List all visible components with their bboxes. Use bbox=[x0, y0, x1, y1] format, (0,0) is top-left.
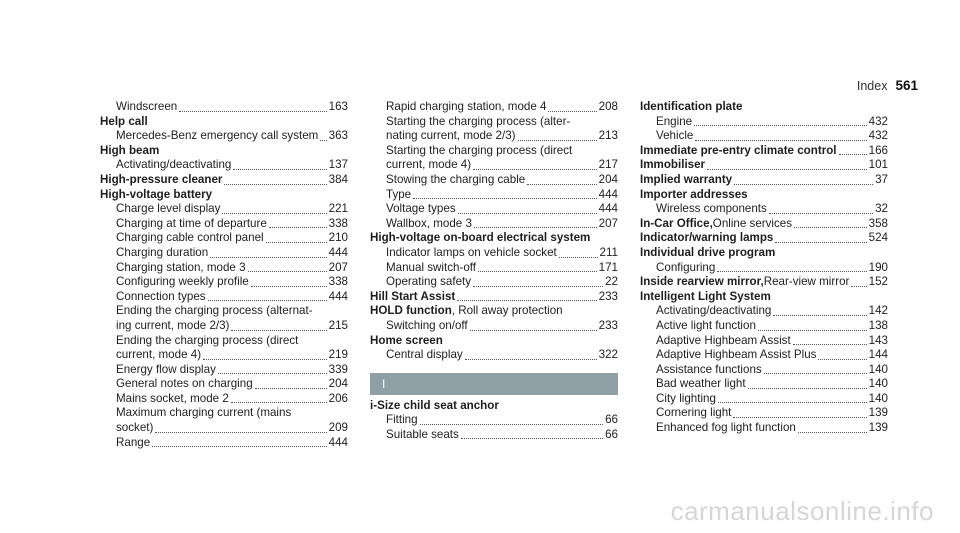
page-reference: 204 bbox=[328, 377, 348, 391]
page-reference: 338 bbox=[328, 216, 348, 230]
dot-leader bbox=[717, 271, 866, 272]
page-reference: 432 bbox=[868, 114, 888, 128]
page-reference: 211 bbox=[599, 245, 618, 259]
page-reference: 152 bbox=[868, 275, 888, 289]
dot-leader bbox=[695, 140, 866, 141]
dot-leader bbox=[748, 388, 867, 389]
entry-text: Charging duration bbox=[116, 245, 209, 259]
dot-leader bbox=[179, 111, 326, 112]
index-heading: Importer addresses bbox=[640, 187, 748, 201]
page-reference: 139 bbox=[868, 406, 888, 420]
entry-text: Immediate pre-entry climate control bbox=[640, 143, 837, 157]
entry-text: Hill Start Assist bbox=[370, 289, 456, 303]
index-subentry-continued: Ending the charging process (alternat- bbox=[116, 304, 313, 318]
dot-leader bbox=[478, 271, 597, 272]
index-subentry bbox=[640, 363, 888, 378]
page-reference: 143 bbox=[868, 333, 888, 347]
dot-leader bbox=[818, 359, 866, 360]
entry-text: Windscreen bbox=[116, 100, 178, 113]
index-subentry bbox=[640, 319, 888, 334]
index-subentry bbox=[100, 392, 348, 407]
entry-text: Implied warranty bbox=[640, 172, 733, 186]
entry-text: Energy flow display bbox=[116, 362, 216, 376]
page-reference: 22 bbox=[605, 275, 618, 289]
dot-leader bbox=[473, 286, 603, 287]
dot-leader bbox=[773, 315, 866, 316]
entry-text: Engine bbox=[656, 114, 693, 128]
entry-text: Configuring weekly profile bbox=[116, 275, 249, 289]
entry-text: Stowing the charging cable bbox=[386, 172, 526, 186]
entry-text: Enhanced fog light function bbox=[656, 421, 796, 435]
dot-leader bbox=[233, 169, 326, 170]
entry-text: nating current, mode 2/3) bbox=[386, 129, 516, 143]
page-reference: 140 bbox=[868, 377, 888, 391]
page-reference: 138 bbox=[868, 318, 888, 332]
index-heading-entry bbox=[640, 173, 888, 188]
dot-leader bbox=[152, 446, 326, 447]
page-reference: 444 bbox=[328, 245, 348, 259]
section-letter: I bbox=[370, 373, 618, 395]
dot-leader bbox=[758, 330, 867, 331]
index-subentry bbox=[100, 436, 348, 451]
index-subentry bbox=[640, 421, 888, 436]
dot-leader bbox=[794, 227, 867, 228]
entry-text: High-pressure cleaner bbox=[100, 172, 223, 186]
index-heading: High-voltage on-board electrical system bbox=[370, 231, 591, 245]
entry-text: ing current, mode 2/3) bbox=[116, 318, 230, 332]
entry-text: In-Car Office, bbox=[640, 216, 713, 230]
index-subentry bbox=[370, 188, 618, 203]
entry-text: Manual switch-off bbox=[386, 260, 476, 274]
page-reference: 163 bbox=[328, 100, 348, 113]
dot-leader bbox=[224, 184, 326, 185]
index-subentry bbox=[100, 290, 348, 305]
see-reference: Online services bbox=[712, 216, 793, 230]
index-subentry bbox=[100, 100, 348, 115]
dot-leader bbox=[248, 271, 327, 272]
index-heading: i-Size child seat anchor bbox=[370, 398, 499, 412]
index-heading-entry bbox=[640, 275, 888, 290]
entry-text: Operating safety bbox=[386, 275, 472, 289]
see-reference: , Roll away protection bbox=[451, 304, 563, 318]
entry-text: Mains socket, mode 2 bbox=[116, 391, 229, 405]
index-subentry bbox=[100, 377, 348, 392]
entry-text: Switching on/off bbox=[386, 318, 468, 332]
watermark: carmanualsonline.info bbox=[670, 496, 934, 526]
page-reference: 137 bbox=[328, 158, 348, 172]
dot-leader bbox=[458, 213, 597, 214]
page-reference: 524 bbox=[868, 231, 888, 245]
index-subentry bbox=[370, 217, 618, 232]
dot-leader bbox=[255, 388, 327, 389]
dot-leader bbox=[474, 227, 597, 228]
page-reference: 139 bbox=[868, 421, 888, 435]
page-reference: 322 bbox=[598, 348, 618, 362]
page-reference: 144 bbox=[868, 348, 888, 362]
index-subentry bbox=[640, 304, 888, 319]
entry-text: Rapid charging station, mode 4 bbox=[386, 100, 547, 113]
dot-leader bbox=[548, 111, 596, 112]
index-heading: Intelligent Light System bbox=[640, 289, 771, 303]
index-subentry bbox=[370, 413, 618, 428]
index-subentry bbox=[100, 217, 348, 232]
entry-text: Connection types bbox=[116, 289, 206, 303]
index-subentry bbox=[640, 115, 888, 130]
index-subentry bbox=[100, 319, 348, 334]
index-subentry bbox=[370, 202, 618, 217]
page-reference: 140 bbox=[868, 391, 888, 405]
page-reference: 101 bbox=[868, 158, 888, 172]
dot-leader bbox=[461, 438, 603, 439]
page-reference: 432 bbox=[868, 129, 888, 143]
page-reference: 221 bbox=[328, 202, 348, 216]
heading-text: HOLD function bbox=[370, 304, 452, 318]
dot-leader bbox=[269, 227, 327, 228]
entry-text: General notes on charging bbox=[116, 377, 253, 391]
index-subentry bbox=[100, 421, 348, 436]
page-reference: 444 bbox=[598, 187, 618, 201]
index-heading-entry bbox=[640, 158, 888, 173]
page-reference: 215 bbox=[328, 318, 348, 332]
page-reference: 37 bbox=[875, 172, 888, 186]
index-subentry-continued: Starting the charging process (alter- bbox=[386, 114, 571, 128]
index-column-3 bbox=[640, 100, 888, 436]
index-subentry bbox=[640, 202, 888, 217]
dot-leader bbox=[465, 359, 597, 360]
entry-text: Active light function bbox=[656, 318, 756, 332]
index-subentry bbox=[370, 129, 618, 144]
entry-text: Immobiliser bbox=[640, 158, 706, 172]
index-subentry bbox=[640, 406, 888, 421]
index-heading: Identification plate bbox=[640, 100, 743, 113]
entry-text: current, mode 4) bbox=[386, 158, 472, 172]
page-reference: 358 bbox=[868, 216, 888, 230]
entry-text: Mercedes-Benz emergency call system bbox=[116, 129, 319, 143]
entry-text: Type bbox=[386, 187, 412, 201]
index-heading: High-voltage battery bbox=[100, 187, 213, 201]
entry-text: socket) bbox=[116, 421, 154, 435]
entry-text: City lighting bbox=[656, 391, 716, 405]
page-reference: 171 bbox=[598, 260, 618, 274]
page-reference: 339 bbox=[328, 362, 348, 376]
page-reference: 363 bbox=[328, 129, 348, 143]
index-subentry bbox=[370, 428, 618, 443]
index-subentry bbox=[370, 261, 618, 276]
index-subentry bbox=[370, 246, 618, 261]
entry-text: Fitting bbox=[386, 413, 418, 427]
index-heading: Help call bbox=[100, 114, 148, 128]
dot-leader bbox=[851, 286, 866, 287]
page-number: 561 bbox=[895, 78, 918, 93]
dot-leader bbox=[775, 242, 866, 243]
index-subentry-continued: Starting the charging process (direct bbox=[386, 143, 573, 157]
page-reference: 444 bbox=[328, 435, 348, 449]
page-reference: 190 bbox=[868, 260, 888, 274]
index-subentry bbox=[640, 334, 888, 349]
entry-text: Assistance functions bbox=[656, 362, 762, 376]
dot-leader bbox=[251, 286, 327, 287]
index-heading-with-ref bbox=[370, 304, 618, 319]
index-heading-entry bbox=[100, 173, 348, 188]
entry-text: Adaptive Highbeam Assist Plus bbox=[656, 348, 817, 362]
entry-text: Charging at time of departure bbox=[116, 216, 267, 230]
entry-text: Indicator lamps on vehicle socket bbox=[386, 245, 557, 259]
dot-leader bbox=[764, 373, 867, 374]
page-reference: 233 bbox=[598, 318, 618, 332]
index-subentry bbox=[100, 129, 348, 144]
index-subentry bbox=[640, 261, 888, 276]
dot-leader bbox=[793, 344, 867, 345]
index-heading-entry bbox=[370, 290, 618, 305]
index-column-1 bbox=[100, 100, 348, 450]
page-reference: 166 bbox=[868, 143, 888, 157]
page-reference: 204 bbox=[598, 172, 618, 186]
entry-text: Central display bbox=[386, 348, 463, 362]
entry-text: Activating/deactivating bbox=[656, 304, 772, 318]
index-subentry bbox=[100, 231, 348, 246]
index-heading: High beam bbox=[100, 143, 160, 157]
dot-leader bbox=[559, 257, 598, 258]
dot-leader bbox=[527, 184, 596, 185]
page-reference: 207 bbox=[598, 216, 618, 230]
page-reference: 219 bbox=[328, 348, 348, 362]
entry-text: Adaptive Highbeam Assist bbox=[656, 333, 791, 347]
dot-leader bbox=[231, 402, 327, 403]
page-reference: 217 bbox=[598, 158, 618, 172]
entry-text: current, mode 4) bbox=[116, 348, 202, 362]
dot-leader bbox=[707, 169, 867, 170]
entry-text: Inside rearview mirror, bbox=[640, 275, 764, 289]
entry-text: Wireless components bbox=[656, 202, 767, 216]
page-reference: 66 bbox=[605, 427, 618, 441]
page-reference: 210 bbox=[328, 231, 348, 245]
dot-leader bbox=[208, 300, 327, 301]
index-subentry bbox=[370, 319, 618, 334]
index-subentry bbox=[370, 100, 618, 115]
entry-text: Vehicle bbox=[656, 129, 694, 143]
dot-leader bbox=[218, 373, 327, 374]
entry-text: Suitable seats bbox=[386, 427, 459, 441]
index-heading-entry bbox=[640, 231, 888, 246]
index-subentry bbox=[370, 275, 618, 290]
entry-text: Wallbox, mode 3 bbox=[386, 216, 472, 230]
dot-leader bbox=[733, 417, 866, 418]
index-subentry bbox=[370, 173, 618, 188]
page-reference: 142 bbox=[868, 304, 888, 318]
dot-leader bbox=[518, 140, 597, 141]
dot-leader bbox=[231, 330, 326, 331]
page-reference: 444 bbox=[328, 289, 348, 303]
page-reference: 207 bbox=[328, 260, 348, 274]
dot-leader bbox=[203, 359, 327, 360]
entry-text: Voltage types bbox=[386, 202, 456, 216]
page-reference: 140 bbox=[868, 362, 888, 376]
index-subentry bbox=[100, 202, 348, 217]
see-reference: Rear-view mirror bbox=[763, 275, 850, 289]
index-subentry bbox=[100, 363, 348, 378]
index-subentry bbox=[100, 246, 348, 261]
entry-text: Configuring bbox=[656, 260, 716, 274]
index-subentry bbox=[640, 348, 888, 363]
index-heading: Individual drive program bbox=[640, 245, 776, 259]
dot-leader bbox=[457, 300, 596, 301]
entry-text: Range bbox=[116, 435, 151, 449]
dot-leader bbox=[210, 257, 326, 258]
index-subentry-continued: Maximum charging current (mains bbox=[116, 406, 292, 420]
page-reference: 208 bbox=[598, 100, 618, 113]
index-heading: Home screen bbox=[370, 333, 443, 347]
index-heading-entry bbox=[640, 217, 888, 232]
dot-leader bbox=[420, 424, 604, 425]
page-reference: 444 bbox=[598, 202, 618, 216]
page-reference: 66 bbox=[605, 413, 618, 427]
dot-leader bbox=[718, 402, 867, 403]
page-reference: 206 bbox=[328, 391, 348, 405]
entry-text: Cornering light bbox=[656, 406, 732, 420]
dot-leader bbox=[320, 140, 326, 141]
entry-text: Charge level display bbox=[116, 202, 221, 216]
entry-text: Indicator/warning lamps bbox=[640, 231, 774, 245]
dot-leader bbox=[222, 213, 326, 214]
index-subentry-continued: Ending the charging process (direct bbox=[116, 333, 299, 347]
dot-leader bbox=[473, 169, 597, 170]
dot-leader bbox=[734, 184, 873, 185]
index-heading-entry bbox=[640, 144, 888, 159]
page-reference: 233 bbox=[598, 289, 618, 303]
index-subentry bbox=[370, 348, 618, 363]
dot-leader bbox=[798, 432, 867, 433]
index-subentry bbox=[100, 348, 348, 363]
dot-leader bbox=[769, 213, 873, 214]
index-subentry bbox=[100, 275, 348, 290]
page-reference: 384 bbox=[328, 172, 348, 186]
index-subentry bbox=[100, 261, 348, 276]
index-column-2 bbox=[370, 100, 618, 442]
entry-text: Charging cable control panel bbox=[116, 231, 264, 245]
index-subentry bbox=[100, 158, 348, 173]
dot-leader bbox=[266, 242, 327, 243]
page-header bbox=[857, 78, 918, 93]
entry-text: Bad weather light bbox=[656, 377, 746, 391]
index-subentry bbox=[640, 392, 888, 407]
dot-leader bbox=[694, 125, 867, 126]
index-subentry bbox=[640, 129, 888, 144]
page-reference: 213 bbox=[598, 129, 618, 143]
entry-text: Activating/deactivating bbox=[116, 158, 232, 172]
page-reference: 32 bbox=[875, 202, 888, 216]
index-subentry bbox=[370, 158, 618, 173]
page-reference: 338 bbox=[328, 275, 348, 289]
page-reference: 209 bbox=[328, 421, 348, 435]
dot-leader bbox=[413, 198, 597, 199]
header-label: Index bbox=[856, 79, 888, 93]
dot-leader bbox=[839, 154, 867, 155]
index-subentry bbox=[640, 377, 888, 392]
entry-text: Charging station, mode 3 bbox=[116, 260, 246, 274]
dot-leader bbox=[470, 330, 597, 331]
dot-leader bbox=[155, 432, 326, 433]
